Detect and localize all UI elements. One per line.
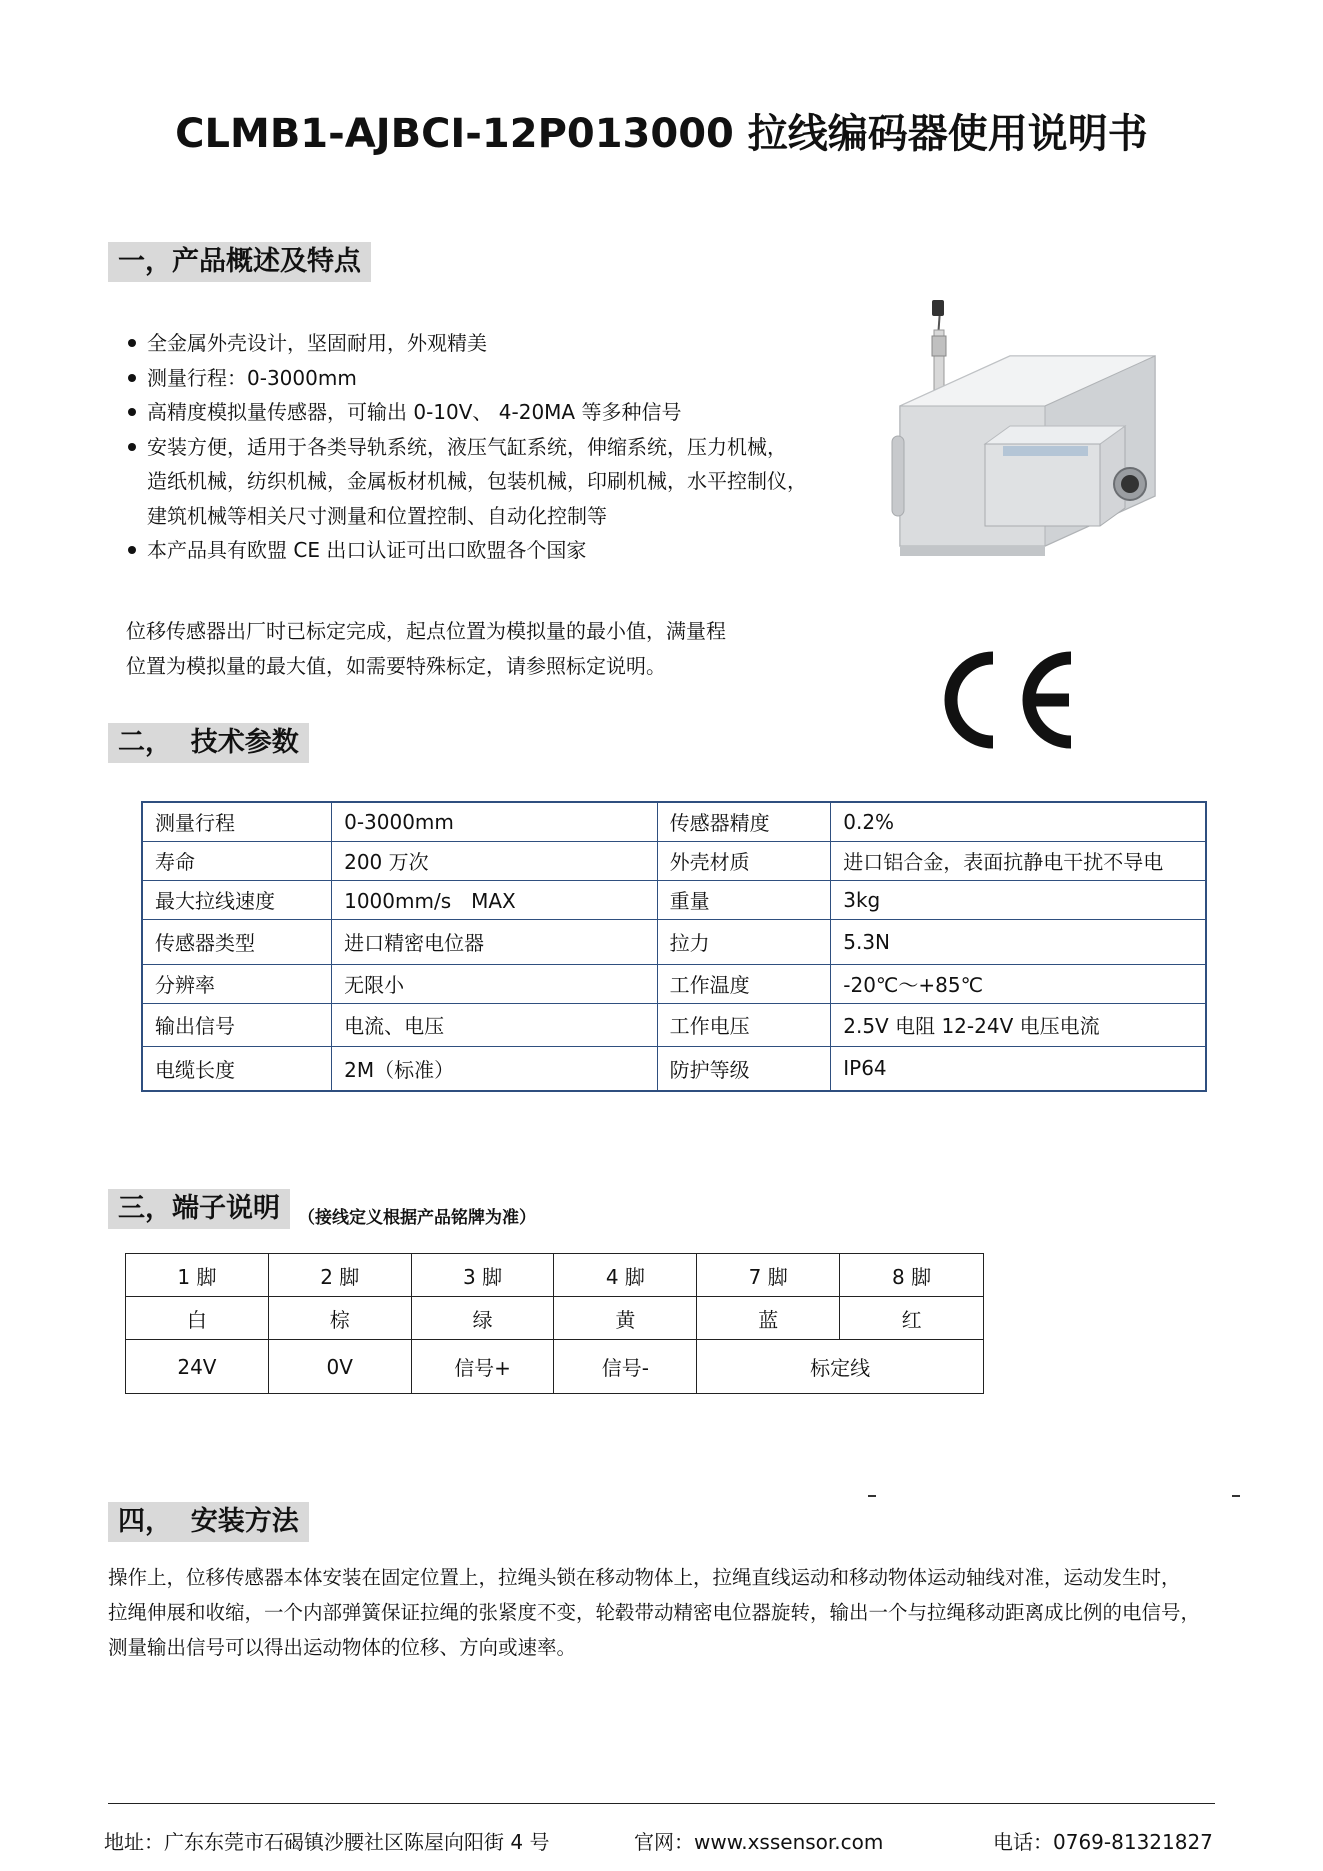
section-heading-terminals: 三，端子说明 <box>108 1189 290 1229</box>
spec-value: -20℃～+85℃ <box>831 964 1206 1003</box>
install-line: 拉绳伸展和收缩，一个内部弹簧保证拉绳的张紧度不变，轮毂带动精密电位器旋转，输出一个与拉绳移动距离成比例的电信号， <box>108 1601 1201 1624</box>
spec-value: IP64 <box>831 1046 1206 1091</box>
table-row <box>126 1340 984 1394</box>
spec-label: 最大拉线速度 <box>142 880 332 919</box>
pin-table <box>125 1253 984 1394</box>
spec-label: 防护等级 <box>657 1046 831 1091</box>
calibration-note <box>126 614 826 684</box>
footer-address: 地址：广东东莞市石碣镇沙腰社区陈屋向阳街 4 号 <box>104 1830 550 1854</box>
spec-value: 3kg <box>831 880 1206 919</box>
feature-item-continued: 建筑机械等相关尺寸测量和位置控制、自动化控制等 <box>147 503 607 528</box>
pin-color: 黄 <box>554 1297 697 1340</box>
terminal-note: （接线定义根据产品铭牌为准） <box>298 1208 536 1228</box>
table-row <box>142 1003 1206 1046</box>
spec-table <box>141 801 1207 1092</box>
install-text <box>108 1560 1218 1665</box>
calibration-line: 位移传感器出厂时已标定完成，起点位置为模拟量的最小值，满量程 <box>126 619 726 643</box>
feature-list <box>126 326 826 568</box>
pin-calibration-line: 标定线 <box>697 1340 984 1394</box>
pin-signal: 信号- <box>554 1340 697 1394</box>
pin-header: 2 脚 <box>268 1254 411 1297</box>
dash-mark <box>1232 1495 1240 1497</box>
spec-value: 200 万次 <box>332 841 658 880</box>
table-row <box>142 919 1206 964</box>
spec-value: 0.2% <box>831 802 1206 841</box>
install-line: 测量输出信号可以得出运动物体的位移、方向或速率。 <box>108 1636 577 1659</box>
pin-header: 7 脚 <box>697 1254 840 1297</box>
spec-label: 工作温度 <box>657 964 831 1003</box>
section-heading-install: 四， 安装方法 <box>108 1502 309 1542</box>
footer-divider <box>108 1803 1215 1804</box>
spec-label: 寿命 <box>142 841 332 880</box>
pin-header: 3 脚 <box>411 1254 554 1297</box>
table-row <box>142 841 1206 880</box>
table-row <box>142 880 1206 919</box>
spec-label: 传感器类型 <box>142 919 332 964</box>
feature-item: 安装方便，适用于各类导轨系统，液压气缸系统，伸缩系统，压力机械， <box>126 430 826 465</box>
pin-color: 绿 <box>411 1297 554 1340</box>
spec-value: 进口铝合金，表面抗静电干扰不导电 <box>831 841 1206 880</box>
spec-label: 重量 <box>657 880 831 919</box>
table-row <box>126 1254 984 1297</box>
table-row <box>142 964 1206 1003</box>
table-row <box>142 802 1206 841</box>
install-line: 操作上，位移传感器本体安装在固定位置上，拉绳头锁在移动物体上，拉绳直线运动和移动物体运动轴线对准，运动发生时， <box>108 1566 1181 1589</box>
footer-phone: 电话：0769-81321827 <box>993 1830 1213 1854</box>
spec-label: 拉力 <box>657 919 831 964</box>
table-row <box>142 1046 1206 1091</box>
pin-color: 棕 <box>268 1297 411 1340</box>
section-heading-specs: 二， 技术参数 <box>108 723 309 763</box>
pin-color: 白 <box>126 1297 269 1340</box>
product-photo <box>890 296 1160 606</box>
calibration-line: 位置为模拟量的最大值，如需要特殊标定，请参照标定说明。 <box>126 654 666 678</box>
pin-header: 1 脚 <box>126 1254 269 1297</box>
spec-value: 2.5V 电阻 12-24V 电压电流 <box>831 1003 1206 1046</box>
feature-item: 本产品具有欧盟 CE 出口认证可出口欧盟各个国家 <box>126 533 826 568</box>
pin-signal: 信号+ <box>411 1340 554 1394</box>
section-heading-overview: 一，产品概述及特点 <box>108 242 371 282</box>
feature-item-continued: 造纸机械，纺织机械，金属板材机械，包装机械，印刷机械，水平控制仪， <box>147 469 807 493</box>
spec-label: 分辨率 <box>142 964 332 1003</box>
spec-label: 工作电压 <box>657 1003 831 1046</box>
spec-value: 无限小 <box>332 964 658 1003</box>
spec-value: 进口精密电位器 <box>332 919 658 964</box>
spec-label: 电缆长度 <box>142 1046 332 1091</box>
spec-value: 2M（标准） <box>332 1046 658 1091</box>
feature-item: 全金属外壳设计，坚固耐用，外观精美 <box>126 326 826 361</box>
pin-header: 4 脚 <box>554 1254 697 1297</box>
spec-value: 0-3000mm <box>332 802 658 841</box>
pin-header: 8 脚 <box>840 1254 984 1297</box>
pin-color: 蓝 <box>697 1297 840 1340</box>
ce-mark <box>935 650 1075 750</box>
spec-value: 电流、电压 <box>332 1003 658 1046</box>
page-title: CLMB1-AJBCI-12P013000 拉线编码器使用说明书 <box>175 111 1148 157</box>
footer-website: 官网：www.xssensor.com <box>634 1830 884 1854</box>
table-row <box>126 1297 984 1340</box>
spec-label: 测量行程 <box>142 802 332 841</box>
dash-mark <box>868 1495 876 1497</box>
spec-label: 外壳材质 <box>657 841 831 880</box>
spec-value: 1000mm/s MAX <box>332 880 658 919</box>
pin-signal: 24V <box>126 1340 269 1394</box>
pin-signal: 0V <box>268 1340 411 1394</box>
feature-item: 高精度模拟量传感器，可输出 0-10V、 4-20MA 等多种信号 <box>126 395 826 430</box>
pin-color: 红 <box>840 1297 984 1340</box>
spec-label: 输出信号 <box>142 1003 332 1046</box>
feature-item: 测量行程：0-3000mm <box>126 361 826 396</box>
spec-value: 5.3N <box>831 919 1206 964</box>
spec-label: 传感器精度 <box>657 802 831 841</box>
